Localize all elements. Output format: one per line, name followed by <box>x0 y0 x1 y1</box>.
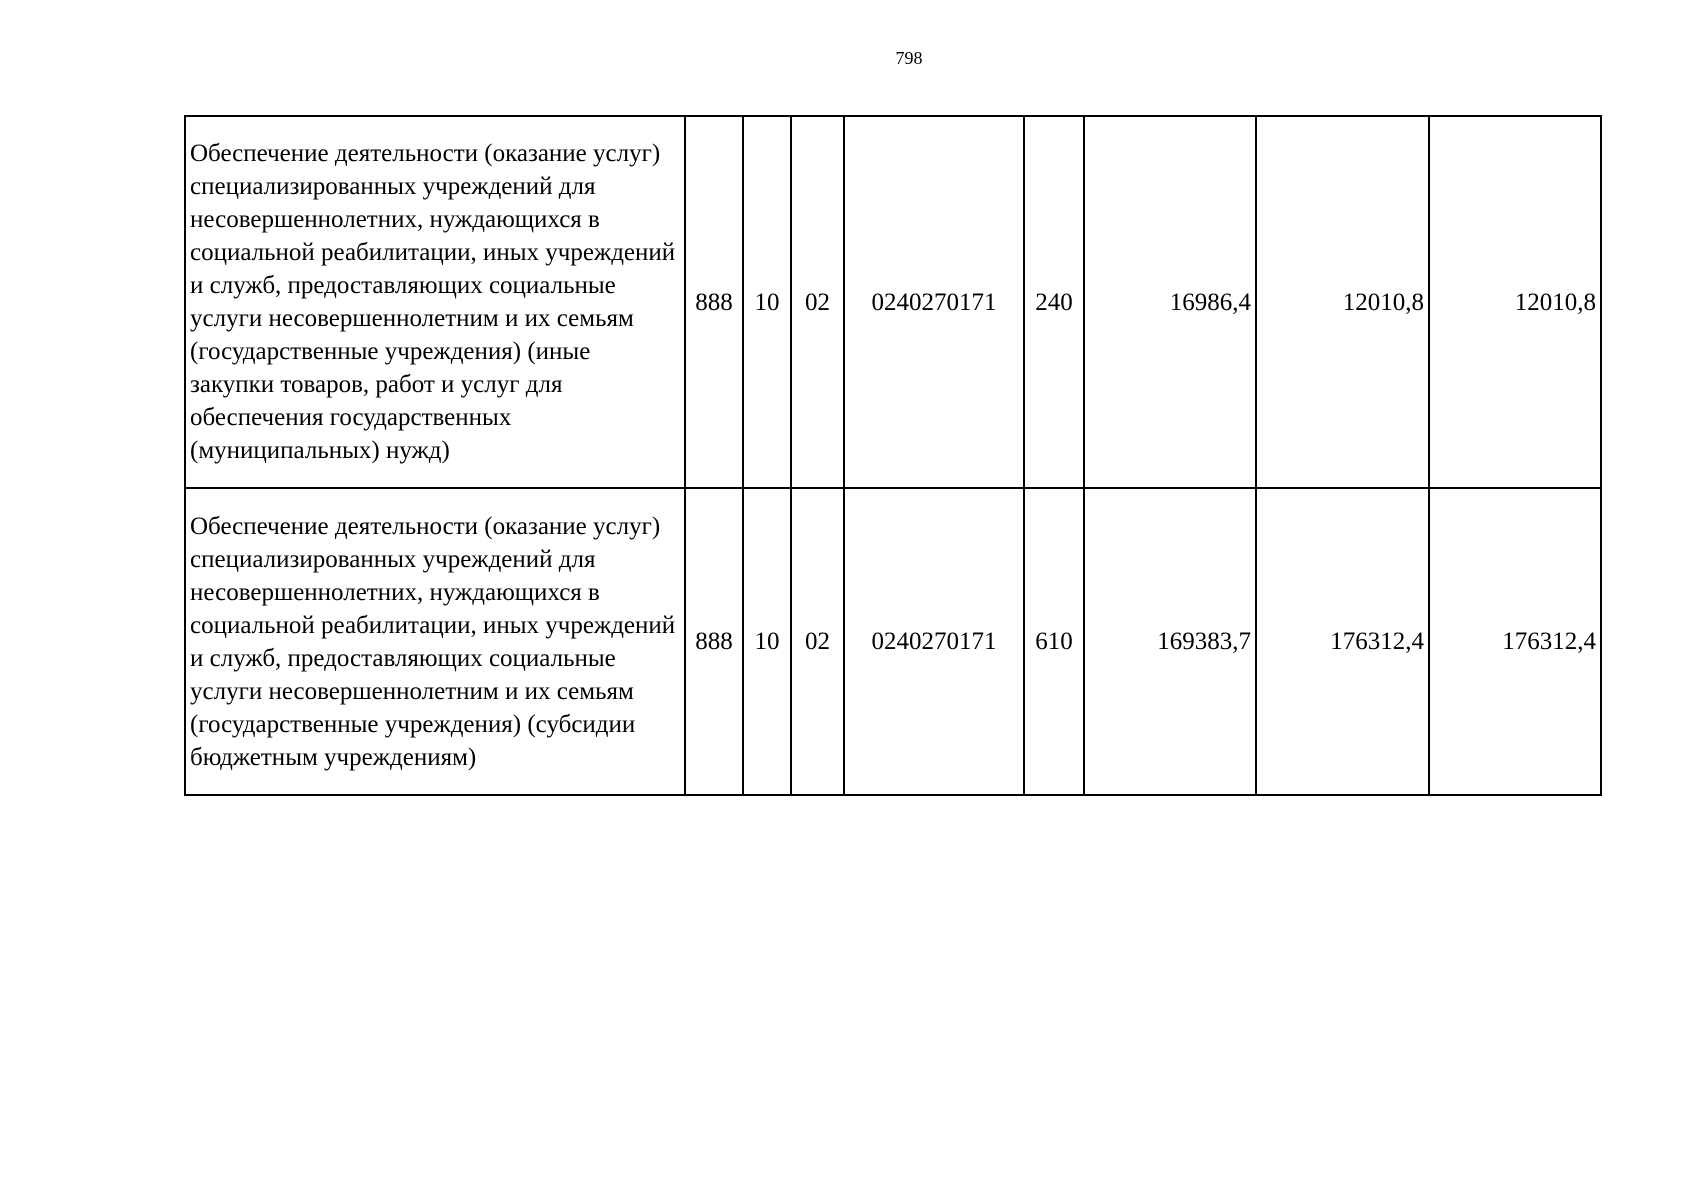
expense-type-code: 240 <box>1024 116 1084 488</box>
section-code: 10 <box>743 116 791 488</box>
amount-2: 12010,8 <box>1256 116 1429 488</box>
target-article-code: 0240270171 <box>844 488 1024 795</box>
table-row <box>185 116 1601 488</box>
ministry-code: 888 <box>685 488 743 795</box>
target-article-code: 0240270171 <box>844 116 1024 488</box>
budget-table <box>184 115 1602 796</box>
amount-1: 16986,4 <box>1084 116 1256 488</box>
amount-1: 169383,7 <box>1084 488 1256 795</box>
subsection-code: 02 <box>791 116 844 488</box>
expense-type-code: 610 <box>1024 488 1084 795</box>
row-description: Обеспечение деятельности (оказание услуг) специализированных учреждений для несовершеннолетних, нуждающихся в социальной реабилитации, иных учреждений и служб, предоставляющих социальные услуги несовершеннолетним и их семьям (государственные учреждения) (иные закупки товаров, работ и услуг для обеспечения государственных (муниципальных) нужд) <box>185 116 685 488</box>
ministry-code: 888 <box>685 116 743 488</box>
amount-3: 12010,8 <box>1429 116 1601 488</box>
amount-2: 176312,4 <box>1256 488 1429 795</box>
amount-3: 176312,4 <box>1429 488 1601 795</box>
row-description: Обеспечение деятельности (оказание услуг) специализированных учреждений для несовершеннолетних, нуждающихся в социальной реабилитации, иных учреждений и служб, предоставляющих социальные услуги несовершеннолетним и их семьям (государственные учреждения) (субсидии бюджетным учреждениям) <box>185 488 685 795</box>
page-number: 798 <box>895 48 923 68</box>
table-row <box>185 488 1601 795</box>
section-code: 10 <box>743 488 791 795</box>
subsection-code: 02 <box>791 488 844 795</box>
